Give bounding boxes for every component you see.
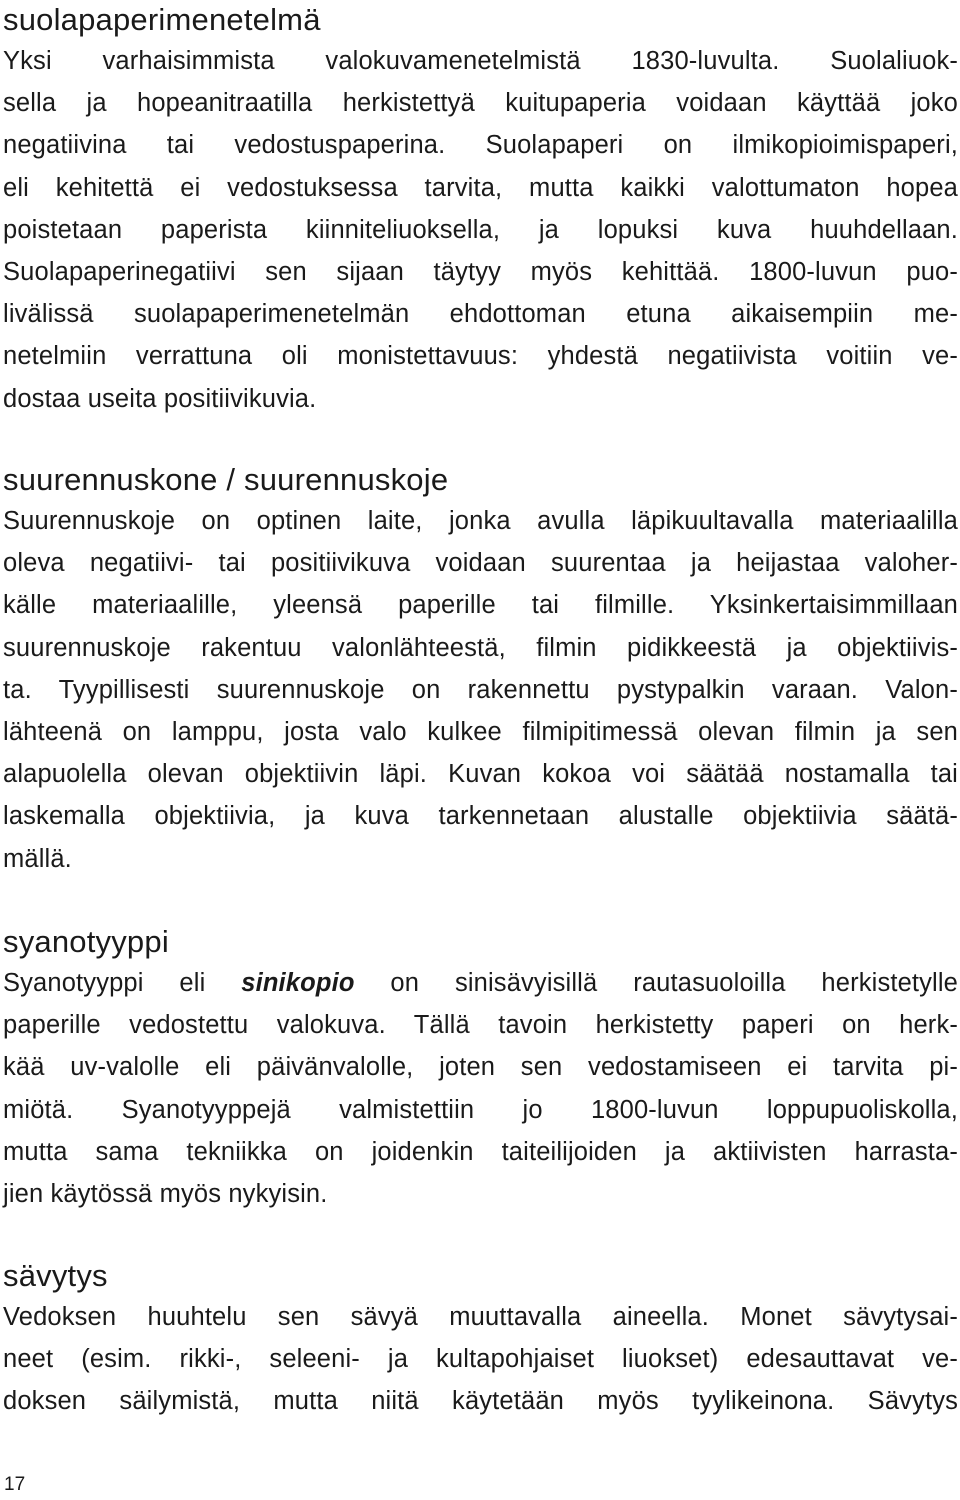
- definition-line: Yksi varhaisimmista valokuvamenetelmistä 1830-luvulta. Suolaliuok-: [3, 47, 958, 75]
- definition-line: poistetaan paperista kiinniteliuoksella, ja lopuksi kuva huuhdellaan.: [3, 215, 958, 244]
- definition-line: livälissä suolapaperimenetelmän ehdottoman etuna aikaisempiin me-: [3, 300, 958, 329]
- definition-line: jien käytössä myös nykyisin.: [3, 1180, 328, 1209]
- definition-line: netelmiin verrattuna oli monistettavuus: yhdestä negatiivista voitiin ve-: [3, 342, 958, 371]
- definition-line: negatiivina tai vedostuspaperina. Suolapaperi on ilmikopioimispaperi,: [3, 131, 958, 160]
- entry-term: suolapaperimenetelmä: [3, 2, 321, 37]
- definition-line: alapuolella olevan objektiivin läpi. Kuvan kokoa voi säätää nostamalla tai: [3, 760, 958, 789]
- glossary-entry-suurennuskone: [3, 460, 958, 880]
- definition-line: lähteenä on lamppu, josta valo kulkee filmipitimessä olevan filmin ja sen: [3, 718, 958, 747]
- definition-line: sella ja hopeanitraatilla herkistettyä kuitupaperia voidaan käyttää joko: [3, 89, 958, 118]
- definition-line: Suolapaperinegatiivi sen sijaan täytyy myös kehittää. 1800-luvun puo-: [3, 258, 958, 287]
- definition-line: Suurennuskoje on optinen laite, jonka avulla läpikuultavalla materiaalilla: [3, 507, 958, 535]
- entry-definition: [3, 500, 958, 880]
- definition-line: oleva negatiivi- tai positiivikuva voidaan suurentaa ja heijastaa valoher-: [3, 549, 958, 578]
- definition-line: paperille vedostettu valokuva. Tällä tavoin herkistetty paperi on herk-: [3, 1011, 958, 1040]
- entry-definition: [3, 40, 958, 420]
- definition-line-first: [3, 962, 958, 1004]
- definition-line: kää uv-valolle eli päivänvalolle, joten sen vedostamiseen ei tarvita pi-: [3, 1053, 958, 1082]
- definition-text: Syanotyyppi eli: [3, 969, 242, 997]
- definition-line: neet (esim. rikki-, seleeni- ja kultapohjaiset liuokset) edesauttavat ve-: [3, 1345, 958, 1374]
- definition-line: eli kehitettä ei vedostuksessa tarvita, mutta kaikki valottumaton hopea: [3, 173, 958, 202]
- definition-line: källe materiaalille, yleensä paperille tai filmille. Yksinkertaisimmillaan: [3, 591, 958, 620]
- definition-line: mutta sama tekniikka on joidenkin taiteilijoiden ja aktiivisten harrasta-: [3, 1137, 958, 1166]
- entry-term: sävytys: [3, 1258, 108, 1293]
- definition-line: suurennuskoje rakentuu valonlähteestä, filmin pidikkeestä ja objektiivis-: [3, 633, 958, 662]
- definition-line: laskemalla objektiivia, ja kuva tarkennetaan alustalle objektiivia säätä-: [3, 802, 958, 831]
- definition-line: Vedoksen huuhtelu sen sävyä muuttavalla aineella. Monet sävytysai-: [3, 1303, 958, 1331]
- definition-line: mällä.: [3, 844, 72, 873]
- definition-line: ta. Tyypillisesti suurennuskoje on rakennettu pystypalkin varaan. Valon-: [3, 675, 958, 704]
- definition-line: dostaa useita positiivikuvia.: [3, 384, 317, 413]
- glossary-entry-savytys: [3, 1256, 958, 1423]
- definition-text: on sinisävyisillä rautasuoloilla herkistetylle: [354, 969, 959, 997]
- emphasized-term: sinikopio: [241, 969, 355, 997]
- entry-term: syanotyyppi: [3, 924, 169, 959]
- page-number: 17: [4, 1474, 26, 1495]
- entry-definition: [3, 962, 958, 1215]
- definition-line: miötä. Syanotyyppejä valmistettiin jo 1800-luvun loppupuoliskolla,: [3, 1095, 958, 1124]
- entry-definition: [3, 1296, 958, 1423]
- entry-term: suurennuskone / suurennuskoje: [3, 462, 449, 497]
- definition-line: doksen säilymistä, mutta niitä käytetään myös tyylikeinona. Sävytys: [3, 1387, 958, 1416]
- glossary-entry-suolapaperimenetelma: [3, 0, 958, 420]
- glossary-entry-syanotyyppi: [3, 922, 958, 1215]
